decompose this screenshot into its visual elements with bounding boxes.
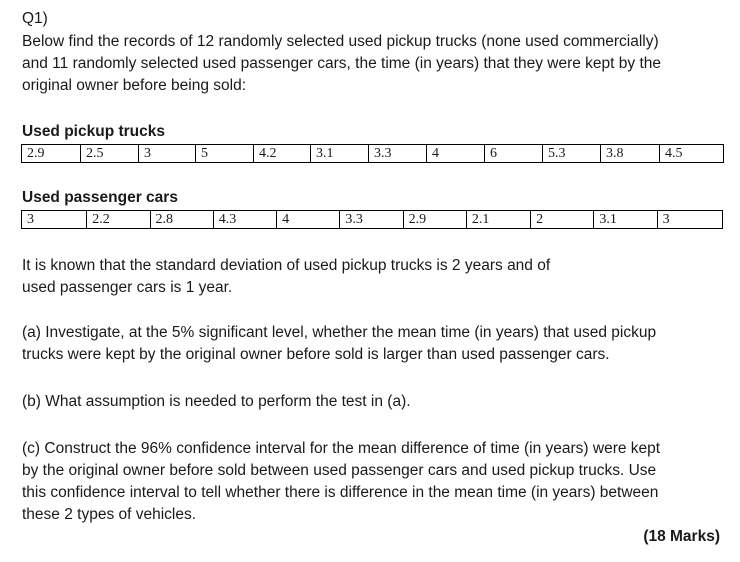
known-line: used passenger cars is 1 year. bbox=[22, 279, 233, 296]
pickup-value: 4.5 bbox=[660, 145, 724, 163]
known-line: It is known that the standard deviation of used pickup trucks is 2 years and of bbox=[22, 257, 551, 274]
pickup-value: 3 bbox=[139, 145, 196, 163]
pickup-value: 3.3 bbox=[369, 145, 427, 163]
passenger-cars-heading: Used passenger cars bbox=[22, 189, 178, 206]
part-b: (b) What assumption is needed to perform the test in (a). bbox=[22, 393, 411, 410]
passenger-cars-table bbox=[21, 210, 723, 229]
pickup-value: 6 bbox=[485, 145, 543, 163]
pickup-value: 4.2 bbox=[254, 145, 311, 163]
pickup-value: 2.9 bbox=[22, 145, 81, 163]
car-value: 2.8 bbox=[150, 211, 213, 229]
car-value: 3 bbox=[657, 211, 722, 229]
question-number: Q1) bbox=[22, 10, 48, 27]
car-value: 2 bbox=[531, 211, 594, 229]
intro-line: original owner before being sold: bbox=[22, 77, 247, 94]
part-c-line: by the original owner before sold between used passenger cars and used pickup trucks. Use bbox=[22, 462, 657, 479]
pickup-value: 2.5 bbox=[81, 145, 139, 163]
part-a-line: trucks were kept by the original owner before sold is larger than used passenger cars. bbox=[22, 346, 610, 363]
car-value: 2.2 bbox=[87, 211, 150, 229]
pickup-trucks-table bbox=[21, 144, 724, 163]
car-value: 3.3 bbox=[340, 211, 403, 229]
part-c-line: these 2 types of vehicles. bbox=[22, 506, 197, 523]
table-row bbox=[22, 145, 724, 163]
car-value: 3.1 bbox=[594, 211, 657, 229]
pickup-value: 5.3 bbox=[543, 145, 601, 163]
car-value: 2.1 bbox=[466, 211, 530, 229]
car-value: 2.9 bbox=[403, 211, 466, 229]
part-c-line: this confidence interval to tell whether there is difference in the mean time (in years) between bbox=[22, 484, 659, 501]
pickup-value: 3.1 bbox=[311, 145, 369, 163]
part-a-line: (a) Investigate, at the 5% significant level, whether the mean time (in years) that used pickup bbox=[22, 324, 657, 341]
car-value: 3 bbox=[22, 211, 87, 229]
part-c-line: (c) Construct the 96% confidence interval for the mean difference of time (in years) were kept bbox=[22, 440, 661, 457]
pickup-trucks-heading: Used pickup trucks bbox=[22, 123, 165, 140]
pickup-value: 4 bbox=[427, 145, 485, 163]
pickup-value: 5 bbox=[196, 145, 254, 163]
car-value: 4.3 bbox=[213, 211, 276, 229]
table-row bbox=[22, 211, 723, 229]
marks-label: (18 Marks) bbox=[643, 528, 720, 545]
intro-line: Below find the records of 12 randomly selected used pickup trucks (none used commercially) bbox=[22, 33, 659, 50]
pickup-value: 3.8 bbox=[601, 145, 660, 163]
car-value: 4 bbox=[277, 211, 340, 229]
intro-line: and 11 randomly selected used passenger cars, the time (in years) that they were kept by the bbox=[22, 55, 661, 72]
